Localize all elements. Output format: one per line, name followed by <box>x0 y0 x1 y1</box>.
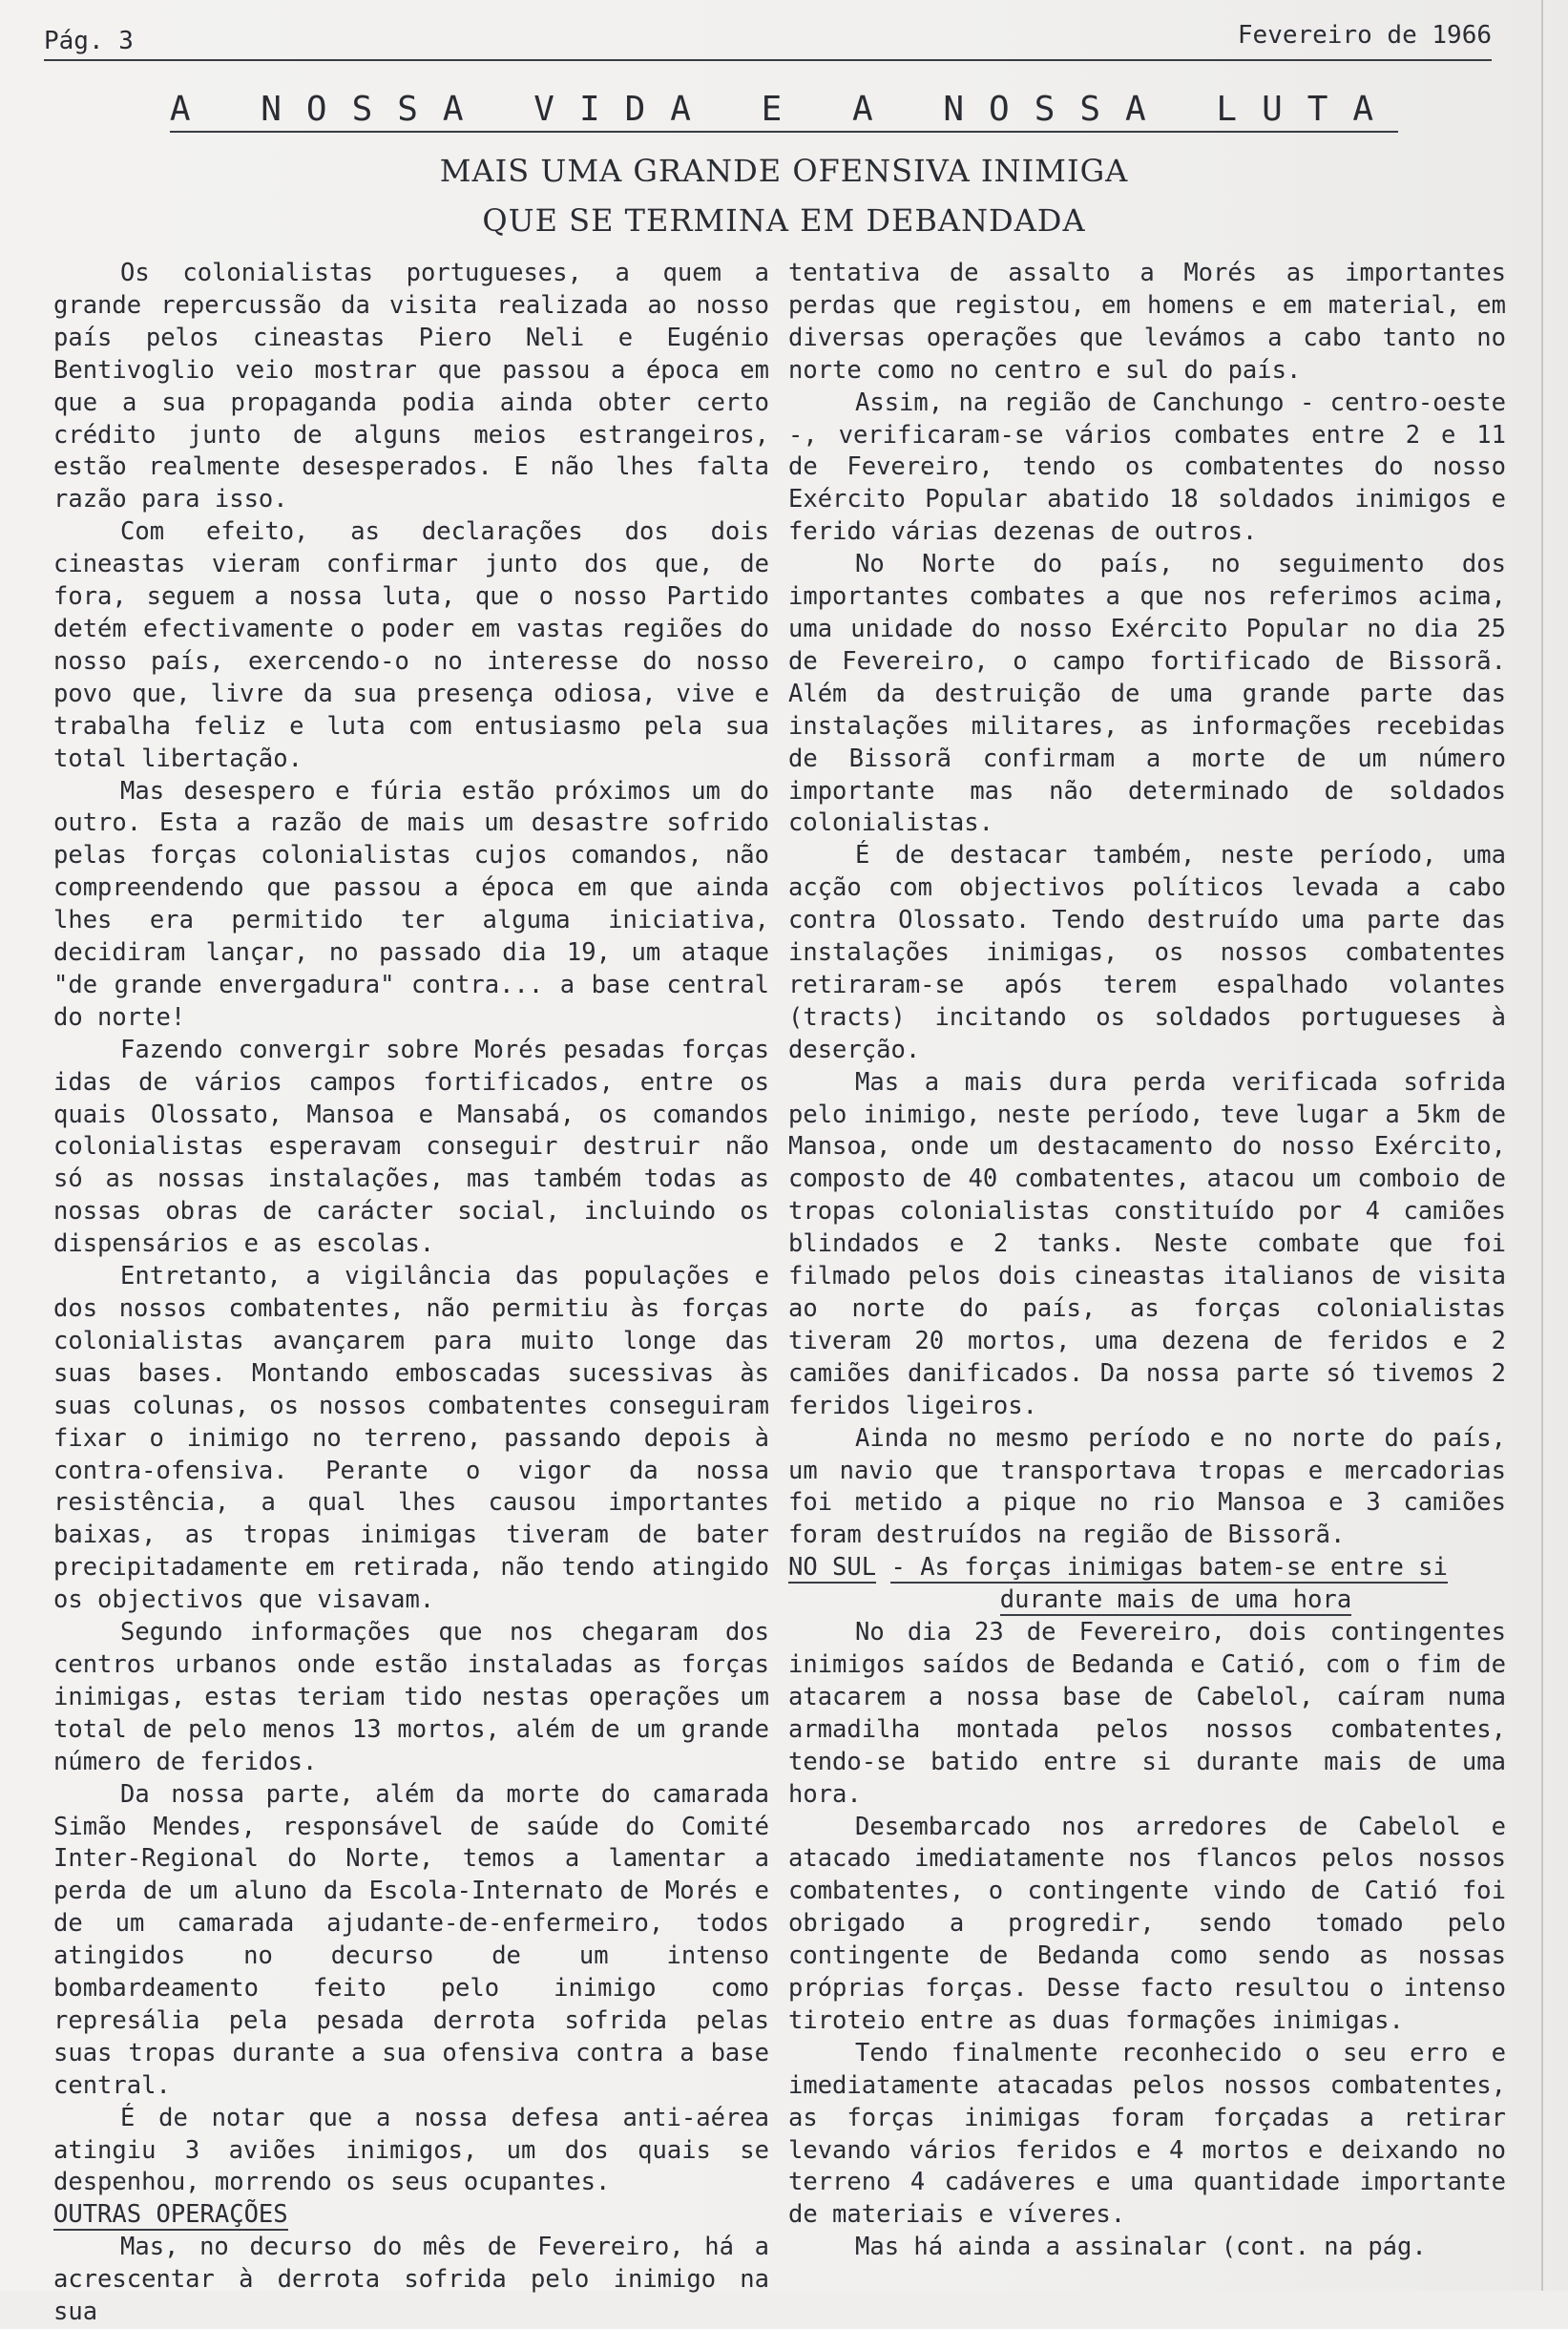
headline-line-1: MAIS UMA GRANDE OFENSIVA INIMIGA <box>439 153 1129 189</box>
paragraph: É de destacar também, neste período, uma acção com objectivos políticos levada a cabo contra Olossato. Tendo destruído uma parte das instalações inimigas, os nossos combatentes retiraram-se após terem espalhado volantes (tracts) incitando os soldados portugueses à deserção. <box>788 841 1506 1064</box>
subhead-text: - As forças inimigas batem-se entre si <box>890 1553 1448 1583</box>
paragraph: Fazendo convergir sobre Morés pesadas forças idas de vários campos fortificados, entre os quais Olossato, Mansoa e Mansabá, os comandos colonialistas esperavam conseguir destruir não só as nossas instalações, mas também todas as nossas obras de carácter social, incluindo os dispensários e as escolas. <box>53 1035 769 1259</box>
paragraph: Mas a mais dura perda verificada sofrida pelo inimigo, neste período, teve lugar a 5km de Mansoa, onde um destacamento do nosso Exército, composto de 40 combatentes, atacou um comboio de tropas colonialistas constituído por 4 camiões blindados e 2 tanks. Neste combate que foi filmado pelos dois cineastas italianos de visita ao norte do país, as forças colonialistas tiveram 20 mortos, uma dezena de feridos e 2 camiões danificados. Da nossa parte só tivemos 2 feridos ligeiros. <box>788 1067 1506 1420</box>
paragraph: Ainda no mesmo período e no norte do país, um navio que transportava tropas e mercadorias foi metido a pique no rio Mansoa e 3 camiões foram destruídos na região de Bissorã. <box>788 1423 1506 1550</box>
subhead-text-2: durante mais de uma hora <box>999 1585 1352 1615</box>
paragraph: Mas desespero e fúria estão próximos um do outro. Esta a razão de mais um desastre sofrido pelas forças colonialistas cujos comandos, não compreendendo que passou a época em que ainda lhes era permitido ter alguma iniciativa, decidiram lançar, no passado dia 19, um ataque "de grande envergadura" contra... a base central do norte! <box>53 776 769 1032</box>
left-column <box>53 258 769 2327</box>
paragraph: Tendo finalmente reconhecido o seu erro e imediatamente atacadas pelos nossos combatentes, as forças inimigas foram forçadas a retirar levando vários feridos e 4 mortos e deixando no terreno 4 cadáveres e uma quantidade importante de materiais e víveres. <box>788 2038 1506 2230</box>
subhead-text: OUTRAS OPERAÇÕES <box>53 2200 288 2230</box>
page-number: Pág. 3 <box>44 27 134 55</box>
subhead-line-1 <box>788 1552 1506 1584</box>
paragraph: É de notar que a nossa defesa anti-aérea atingiu 3 aviões inimigos, um dos quais se despenhou, morrendo os seus ocupantes. <box>53 2103 769 2197</box>
subhead-label: NO SUL <box>788 1553 877 1583</box>
paragraph: Da nossa parte, além da morte do camarada Simão Mendes, responsável de saúde do Comité Inter-Regional do Norte, temos a lamentar a perda de um aluno da Escola-Internato de Morés e de um camarada ajudante-de-enfermeiro, todos atingidos no decurso de um intenso bombardeamento feito pelo inimigo como represália pela pesada derrota sofrida pelas suas tropas durante a sua ofensiva contra a base central. <box>53 1779 769 2100</box>
paragraph: Assim, na região de Canchungo - centro-oeste -, verificaram-se vários combates entre 2 e 11 de Fevereiro, tendo os combatentes do nosso Exército Popular abatido 18 soldados inimigos e ferido várias dezenas de outros. <box>788 388 1506 547</box>
headline-line-2: QUE SE TERMINA EM DEBANDADA <box>482 202 1086 239</box>
section-title-text: A NOSSA VIDA E A NOSSA LUTA <box>170 90 1398 133</box>
page-header <box>44 21 1492 61</box>
paragraph: Segundo informações que nos chegaram dos centros urbanos onde estão instaladas as forças inimigas, estas teriam tido nestas operações um total de pelo menos 13 mortos, além de um grande número de feridos. <box>53 1618 769 1776</box>
paragraph: No Norte do país, no seguimento dos importantes combates a que nos referimos acima, uma unidade do nosso Exército Popular no dia 25 de Fevereiro, o campo fortificado de Bissorã. Além da destruição de uma grande parte das instalações militares, as informações recebidas de Bissorã confirmam a morte de um número importante mas não determinado de soldados colonialistas. <box>788 550 1506 838</box>
paragraph: Com efeito, as declarações dos dois cineastas vieram confirmar junto dos que, de fora, seguem a nossa luta, que o nosso Partido detém efectivamente o poder em vastas regiões do nosso país, exercendo-o no interesse do nosso povo que, livre da sua presença odiosa, vive e trabalha feliz e luta com entusiasmo pela sua total libertação. <box>53 517 769 773</box>
subhead-outras-operacoes <box>53 2199 769 2232</box>
paragraph-continuation: tentativa de assalto a Morés as importantes perdas que registou, em homens e em material, em diversas operações que levámos a cabo tanto no norte como no centro e sul do país. <box>788 259 1506 385</box>
issue-date: Fevereiro de 1966 <box>1237 21 1492 50</box>
paragraph: Entretanto, a vigilância das populações e dos nossos combatentes, não permitiu às forças colonialistas avançarem para muito longe das suas bases. Montando emboscadas sucessivas às suas colunas, os nossos combatentes conseguiram fixar o inimigo no terreno, passando depois à contra-ofensiva. Perante o vigor da nossa resistência, a qual lhes causou importantes baixas, as tropas inimigas tiveram de bater precipitadamente em retirada, não tendo atingido os objectivos que visavam. <box>53 1262 769 1615</box>
section-title <box>0 90 1568 129</box>
subhead-no-sul <box>788 1552 1506 1617</box>
paragraph: No dia 23 de Fevereiro, dois contingentes inimigos saídos de Bedanda e Catió, com o fim de atacarem a nossa base de Cabelol, caíram numa armadilha montada pelos nossos combatentes, tendo-se batido entre si durante mais de uma hora. <box>788 1618 1506 1809</box>
paragraph: Os colonialistas portugueses, a quem a grande repercussão da visita realizada ao nosso país pelos cineastas Piero Neli e Eugénio Bentivoglio veio mostrar que passou a época em que a sua propaganda podia ainda obter certo crédito junto de alguns meios estrangeiros, estão realmente desesperados. E não lhes falta razão para isso. <box>53 259 769 514</box>
paragraph: Desembarcado nos arredores de Cabelol e atacado imediatamente nos flancos pelos nossos combatentes, o contingente vindo de Catió foi obrigado a progredir, sendo tomado pelo contingente de Bedanda como sendo as nossas próprias forças. Desse facto resultou o intenso tiroteio entre as duas formações inimigas. <box>788 1812 1506 2035</box>
paragraph: Mas há ainda a assinalar (cont. na pág. <box>855 2233 1427 2262</box>
right-column <box>788 258 1506 2262</box>
subhead-line-2 <box>788 1584 1506 1617</box>
paragraph: Mas, no decurso do mês de Fevereiro, há a acrescentar à derrota sofrida pelo inimigo na sua <box>53 2233 769 2327</box>
